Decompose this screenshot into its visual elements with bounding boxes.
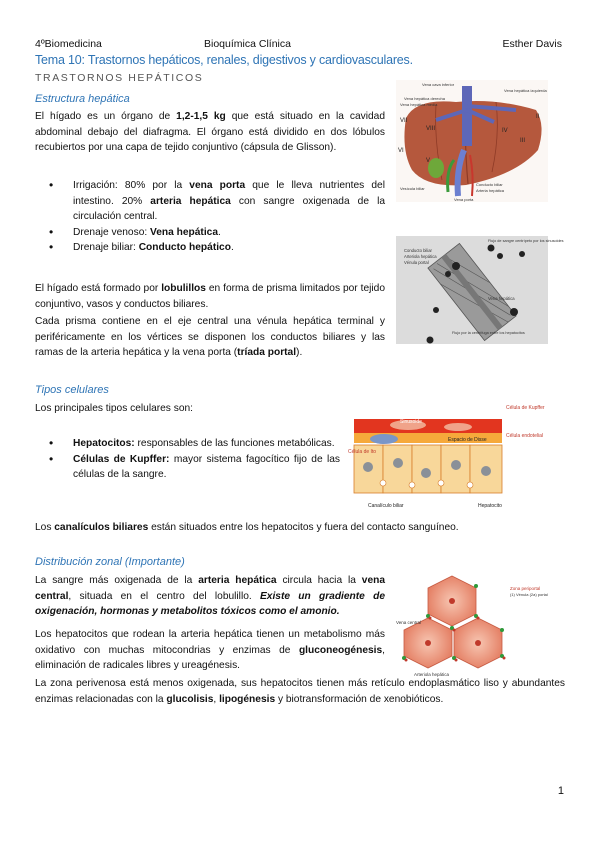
label-centripetal-flow: Flujo de sangre centrípeto por los sinusoides [488, 239, 564, 243]
label-portal-vein: Vena porta [454, 197, 474, 202]
zonal-paragraph-1: La sangre más oxigenada de la arteria hepática circula hacia la vena central, situada en el centro del lobulillo. Existe un gradiente de oxigenación, hormonas y metabolitos tóxicos como el amonio. [35, 575, 386, 617]
label-segment-v: V [426, 158, 431, 164]
label-central-vein: Vena central [396, 620, 422, 625]
cells-bullet-list [35, 436, 340, 483]
label-kupffer-cell: Célula de Kupffer [506, 405, 545, 411]
ito-cell-shape [370, 434, 398, 444]
label-segment-viii: VIII [426, 126, 436, 132]
label-lobule-venule: Vénula portal [404, 260, 429, 265]
header-author: Esther Davis [502, 38, 562, 50]
structure-bullet-list [35, 178, 385, 256]
label-lobule-hepatic-vein: Vena hepática [488, 296, 515, 301]
header-subject: Bioquímica Clínica [204, 38, 291, 50]
zonal-heading: Distribución zonal (Importante) [35, 556, 185, 568]
label-middle-hepatic-vein: Vena hepática media [400, 102, 438, 107]
bullet-irrigation: • Irrigación: 80% por la vena porta que le lleva nutrientes del intestino. 20% arteria hepática con sangre oxigenada de la circulación central. [35, 178, 385, 225]
sinusoid-band [354, 419, 502, 433]
bullet-hepatocytes: • Hepatocitos: responsables de las funciones metabólicas. [35, 436, 340, 452]
label-hepatocyte: Hepatocito [478, 503, 502, 509]
bullet-kupffer: • Células de Kupffer: mayor sistema fagocítico fijo de las células de la sangre. [35, 452, 340, 483]
lobule-figure [396, 236, 564, 344]
label-right-hepatic-vein: Vena hepática derecha [404, 96, 445, 101]
cell-types-figure [348, 403, 548, 513]
label-segment-iv: IV [502, 128, 508, 134]
liver-anatomy-figure [396, 80, 548, 202]
zonal-paragraph-3: La zona perivenosa está menos oxigenada, sus hepatocitos tienen más retículo endoplasmático liso y abundantes enzimas relacionadas con la glucolisis, lipogénesis y biotransformación de xenobióticos. [35, 678, 565, 705]
zonal-distribution-figure [392, 572, 562, 680]
label-segment-iii: III [520, 138, 526, 144]
label-lobule-arteriole: Arteriola hepática [404, 254, 437, 259]
cells-heading: Tipos celulares [35, 384, 109, 396]
header-course: 4ºBiomedicina [35, 38, 102, 50]
label-gallbladder: Vesícula biliar [400, 186, 425, 191]
bullet-biliary-drainage: • Drenaje biliar: Conducto hepático. [35, 240, 385, 256]
label-portal-triad: (1) Vénula (2a) portal [510, 592, 548, 597]
label-left-hepatic-vein: Vena hepática izquierda [504, 88, 547, 93]
label-segment-ii: II [536, 114, 540, 120]
label-segment-vii: VII [400, 118, 408, 124]
structure-heading: Estructura hepática [35, 93, 130, 105]
vena-cava-shape [462, 86, 472, 146]
zonal-paragraph-2: Los hepatocitos que rodean la arteria hepática tienen un metabolismo más oxidativo con muchas mitocondrias y enzimas de gluconeogénesis, eliminación de radicales libres y ureagénesis. [35, 629, 385, 671]
label-hepatic-arteriole: Arteriola hepática [414, 672, 450, 677]
label-bile-canaliculus: Canalículo biliar [368, 503, 404, 509]
section-title: TRASTORNOS HEPÁTICOS [35, 72, 204, 84]
bullet-venous-drainage: • Drenaje venoso: Vena hepática. [35, 225, 385, 241]
cells-intro: Los principales tipos celulares son: [35, 403, 193, 414]
page-title: Tema 10: Trastornos hepáticos, renales, digestivos y cardiovasculares. [35, 53, 413, 67]
label-centrifugal-flow: Flujo por la centrífuga entre los hepatocitos [452, 331, 525, 335]
label-disse-space: Espacio de Disse [448, 437, 487, 443]
label-vena-cava: Vena cava inferior [422, 82, 455, 87]
label-bile-duct: Conducto biliar [476, 182, 503, 187]
cells-paragraph: Los canalículos biliares están situados entre los hepatocitos y fuera del contacto sanguíneo. [35, 522, 459, 533]
gallbladder-shape [428, 158, 444, 178]
label-lobule-bile-duct: Conducto biliar [404, 248, 432, 253]
label-sinusoid: Sinusoide [400, 419, 422, 425]
label-endothelial-cell: Célula endotelial [506, 433, 543, 439]
structure-paragraph-1: El hígado es un órgano de 1,2-1,5 kg que está situado en la cavidad abdominal debajo del diafragma. El órgano está dividido en dos lóbulos recubiertos por una capa de tejido conjuntivo (cápsula de Glisson). [35, 111, 385, 153]
structure-paragraph-3: Cada prisma contiene en el eje central una vénula hepática terminal y periféricamente en los vértices se disponen los conductos biliares y las ramas de la arteria hepática y la vena porta (tríada portal). [35, 316, 385, 358]
label-periportal-zone: Zona periportal [510, 586, 541, 591]
label-ito-cell: Célula de Ito [348, 449, 377, 455]
label-segment-vi: VI [398, 148, 404, 154]
label-hepatic-artery: Arteria hepática [476, 188, 505, 193]
structure-paragraph-2: El hígado está formado por lobulillos en forma de prisma limitados por tejido conjuntivo, vasos y conductos biliares. [35, 283, 385, 310]
page-number: 1 [557, 785, 564, 797]
